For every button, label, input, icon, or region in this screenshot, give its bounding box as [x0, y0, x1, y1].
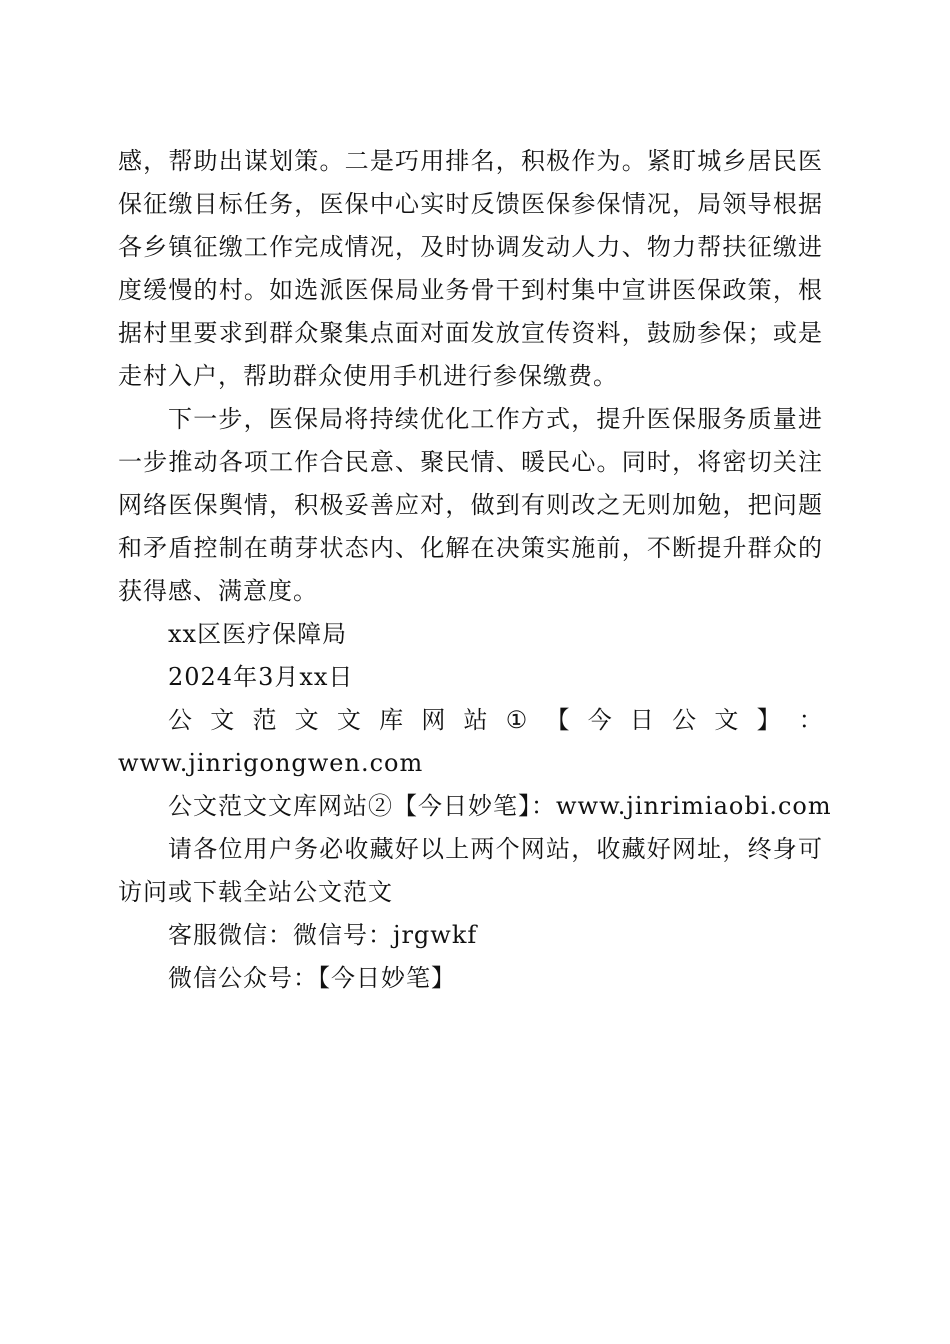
site-one-label-char: 文: [336, 706, 361, 734]
wechat-service: 客服微信：微信号：jrgwkf: [168, 921, 478, 949]
signature-date: 2024年3月xx日: [168, 663, 354, 691]
body-paragraph: 感，帮助出谋划策。二是巧用排名，积极作为。紧盯城乡居民医保征缴目标任务，医保中心实时反馈医保参保情况，局领导根据各乡镇征缴工作完成情况，及时协调发动人力、物力帮扶征缴进度缓慢的村。如选派医保局业务骨干到村集中宣讲医保政策，根据村里要求到群众聚集点面对面发放宣传资料，鼓励参保；或是走村入户，帮助群众使用手机进行参保缴费。: [118, 147, 823, 390]
site-two-line[interactable]: 公文范文文库网站②【今日妙笔】：www.jinrimiaobi.com: [168, 792, 832, 820]
signature-organization: xx区医疗保障局: [168, 620, 348, 648]
site-one-label-char: 公: [672, 706, 697, 734]
site-one-label-char: 库: [379, 706, 404, 734]
site-one-label-char: 日: [629, 706, 654, 734]
site-one-label-char: 文: [210, 706, 235, 734]
site-one-url[interactable]: www.jinrigongwen.com: [118, 749, 424, 777]
site-one-label-char: 范: [252, 706, 277, 734]
site-one-label-char: 【: [545, 706, 570, 734]
site-one-label-char: 站: [463, 706, 488, 734]
site-one-label-char: 今: [587, 706, 612, 734]
document-page: [118, 140, 832, 1000]
site-one-label-char: 文: [714, 706, 739, 734]
site-one-label-char: ：: [798, 706, 823, 734]
site-one-label-char: ①: [505, 706, 528, 734]
site-one-label-char: 网: [421, 706, 446, 734]
site-one-label-char: 】: [756, 706, 781, 734]
site-one-label-char: 文: [294, 706, 319, 734]
body-paragraph: 下一步，医保局将持续优化工作方式，提升医保服务质量进一步推动各项工作合民意、聚民情、暖民心。同时，将密切关注网络医保舆情，积极妥善应对，做到有则改之无则加勉，把问题和矛盾控制在萌芽状态内、化解在决策实施前，不断提升群众的获得感、满意度。: [118, 405, 823, 605]
site-one-label: [118, 699, 823, 742]
bookmark-notice: 请各位用户务必收藏好以上两个网站，收藏好网址，终身可访问或下载全站公文范文: [118, 835, 823, 906]
site-one-label-char: 公: [168, 706, 192, 734]
wechat-public-account: 微信公众号：【今日妙笔】: [168, 964, 456, 992]
